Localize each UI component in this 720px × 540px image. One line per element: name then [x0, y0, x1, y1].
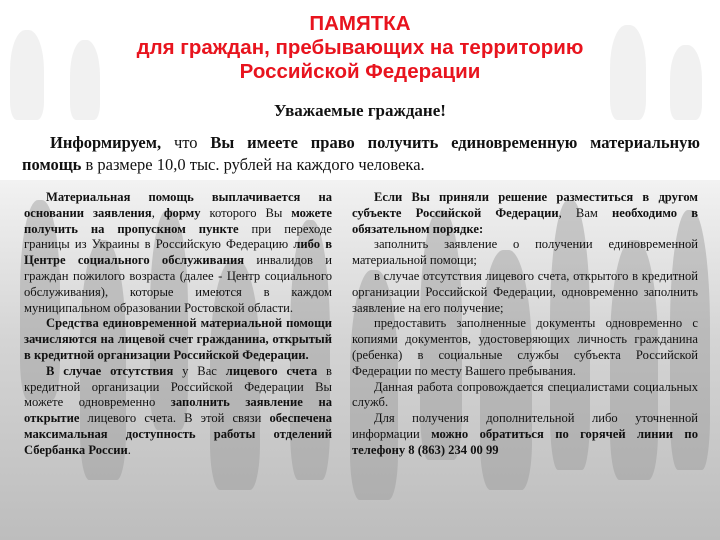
title-line-1: ПАМЯТКА: [309, 12, 411, 35]
rp1-bold-1: Если Вы приняли решение разместиться в другом субъекте Российской Федерации: [352, 190, 698, 220]
intro-bold-2: Вы имеете право получить единовременную материальную помощь: [22, 133, 700, 174]
rp1-text-1: , Вам: [558, 205, 613, 220]
greeting: Уважаемые граждане!: [274, 101, 446, 120]
lp1-text-3: при переходе границы из Украины в Российскую Федерацию: [24, 221, 332, 252]
lp1-text-1: ,: [151, 205, 164, 220]
lp2-bold: Средства единовременной материальной помощи зачисляются на лицевой счет гражданина, открытый в кредитной организации Российской Федерации.: [24, 316, 332, 362]
intro-bold-1: Информируем,: [50, 133, 162, 152]
intro-text-1: что: [161, 133, 211, 152]
title-line-2: для граждан, пребывающих на территорию: [136, 36, 584, 59]
lp1-text-4: инвалидов и граждан пожилого возраста (далее - Центр социального обслуживания), которые имеются в каждом муниципальном образовании Ростовской области.: [24, 253, 332, 315]
title-line-3: Российской Федерации: [239, 60, 481, 83]
right-paragraph-6: [352, 411, 698, 458]
rp1-bold-2: необходимо в обязательном порядке:: [352, 205, 698, 236]
left-column: [24, 190, 332, 459]
right-paragraph-4: предоставить заполненные документы одновременно с копиями документов, удостоверяющих личность гражданина (ребенка) в социальные службы субъекта Российской Федерации по месту Вашего пребывания.: [352, 316, 698, 378]
left-paragraph-3: [24, 364, 332, 459]
lp3-text-4: .: [127, 442, 131, 457]
lp1-bold-3: можете получить на пропускном пункте: [24, 205, 332, 236]
right-paragraph-1: [352, 190, 698, 237]
lp3-text-2: в кредитной организации Российской Федерации Вы можете одновременно: [24, 363, 332, 410]
lp3-bold-1: В случае отсутствия: [46, 363, 174, 378]
hotline-phone: можно обратиться по горячей линии по телефону 8 (863) 234 00 99: [352, 426, 698, 457]
left-paragraph-1: [24, 190, 332, 316]
lp1-bold-4: либо в Центре социального обслуживания: [24, 237, 332, 268]
right-column: [352, 190, 698, 459]
right-paragraph-5: Данная работа сопровождается специалистами социальных служб.: [352, 379, 698, 410]
intro-paragraph: [22, 132, 700, 176]
memo-title: [0, 12, 720, 84]
lp3-text-1: у Вас: [173, 363, 226, 378]
right-paragraph-3: в случае отсутствия лицевого счета, открытого в кредитной организации Российской Федерации, одновременно заполнить заявление на его получение;: [352, 268, 698, 315]
intro-text-2: в размере 10,0 тыс. рублей на каждого человека.: [81, 155, 425, 174]
lp3-bold-4: обеспечена максимальная доступность работы отделений Сбербанка России: [24, 411, 332, 457]
rp6-text-1: Для получения дополнительной либо уточненной информации: [352, 411, 698, 441]
lp3-bold-3: заполнить заявление на открытие: [24, 395, 332, 426]
lp3-text-3: лицевого счета. В этой связи: [79, 411, 270, 426]
left-paragraph-2: [24, 316, 332, 363]
right-paragraph-2: заполнить заявление о получении единовременной материальной помощи;: [352, 237, 698, 268]
lp1-text-2: которого Вы: [200, 205, 292, 220]
lp3-bold-2: лицевого счета: [225, 363, 318, 378]
lp1-bold-2: форму: [163, 205, 201, 220]
lp1-bold-1: Материальная помощь выплачивается на основании заявления: [24, 190, 332, 220]
